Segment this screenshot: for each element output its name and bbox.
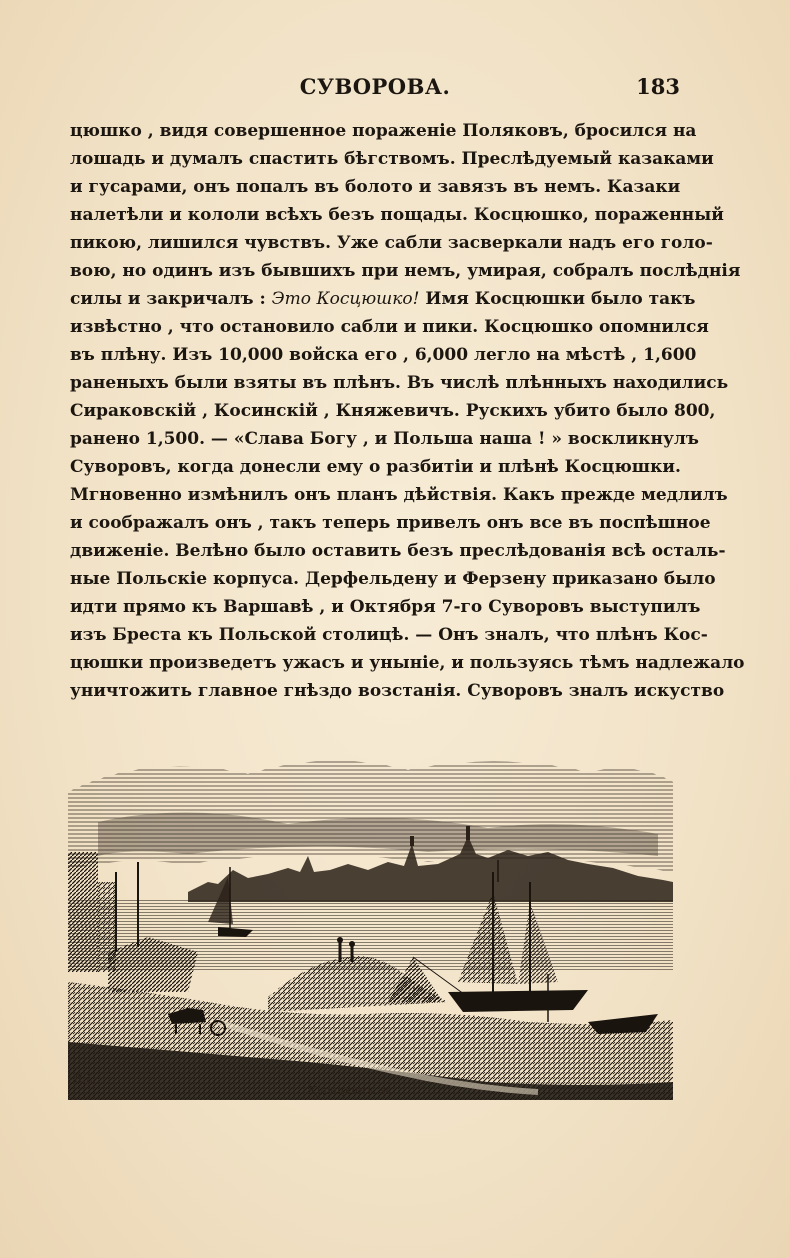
text-line: и гусарами, онъ попалъ въ болото и завязъ въ немъ. Казаки: [70, 177, 681, 197]
text-line: и соображалъ онъ , такъ теперь привелъ онъ все въ поспѣшное: [70, 513, 711, 533]
text-line: уничтожить главное гнѣздо возстанія. Суворовъ зналъ искуство: [70, 681, 725, 701]
text-line: извѣстно , что остановило сабли и пики. Косцюшко опомнился: [70, 317, 709, 337]
text-line: движеніе. Велѣно было оставить безъ преслѣдованія всѣ осталь-: [70, 541, 726, 561]
text-line: Мгновенно измѣнилъ онъ планъ дѣйствія. Какъ прежде медлилъ: [70, 485, 728, 505]
italic-quote: Это Косцюшко!: [271, 289, 420, 309]
page-header: [70, 74, 680, 108]
text-line: ранено 1,500. — «Слава Богу , и Польша наша ! » воскликнулъ: [70, 429, 699, 449]
text-line: Сираковскій , Косинскій , Княжевичъ. Рускихъ убито было 800,: [70, 401, 716, 421]
page-number: 183: [636, 74, 680, 99]
signature-right: Курицкинъ. sc.: [308, 1084, 396, 1097]
running-title: СУВОРОВА.: [299, 74, 451, 99]
text-line: пикою, лишился чувствъ. Уже сабли засверкали надъ его голо-: [70, 233, 713, 253]
text-line: въ плѣну. Изъ 10,000 войска его , 6,000 легло на мѣстѣ , 1,600: [70, 345, 697, 365]
text-line: ные Польскіе корпуса. Дерфельдену и Ферзену приказано было: [70, 569, 716, 589]
signature-left: R.J.: [74, 1072, 93, 1085]
text-line: лошадь и думалъ спастить бѣгствомъ. Преслѣдуемый казаками: [70, 149, 714, 169]
text-line: налетѣли и кололи всѣхъ безъ пощады. Косцюшко, пораженный: [70, 205, 724, 225]
text-line: идти прямо къ Варшавѣ , и Октября 7-го Суворовъ выступилъ: [70, 597, 701, 617]
engraving-svg: [68, 752, 673, 1100]
body-text: [70, 117, 745, 705]
text-line: [70, 285, 696, 313]
engraving-illustration: [68, 752, 673, 1100]
text-line: Суворовъ, когда донесли ему о разбитіи и плѣнѣ Косцюшки.: [70, 457, 681, 477]
text-line: цюшки произведетъ ужасъ и уныніе, и пользуясь тѣмъ надлежало: [70, 653, 745, 673]
text-line: цюшко , видя совершенное пораженіе Поляковъ, бросился на: [70, 121, 697, 141]
text-line: раненыхъ были взяты въ плѣнъ. Въ числѣ плѣнныхъ находились: [70, 373, 729, 393]
text-line: вою, но одинъ изъ бывшихъ при немъ, умирая, собралъ послѣднія: [70, 261, 741, 281]
text-segment: силы и закричалъ :: [70, 289, 272, 309]
text-segment: Имя Косцюшки было такъ: [419, 289, 696, 309]
text-line: изъ Бреста къ Польской столицѣ. — Онъ зналъ, что плѣнъ Кос-: [70, 625, 708, 645]
